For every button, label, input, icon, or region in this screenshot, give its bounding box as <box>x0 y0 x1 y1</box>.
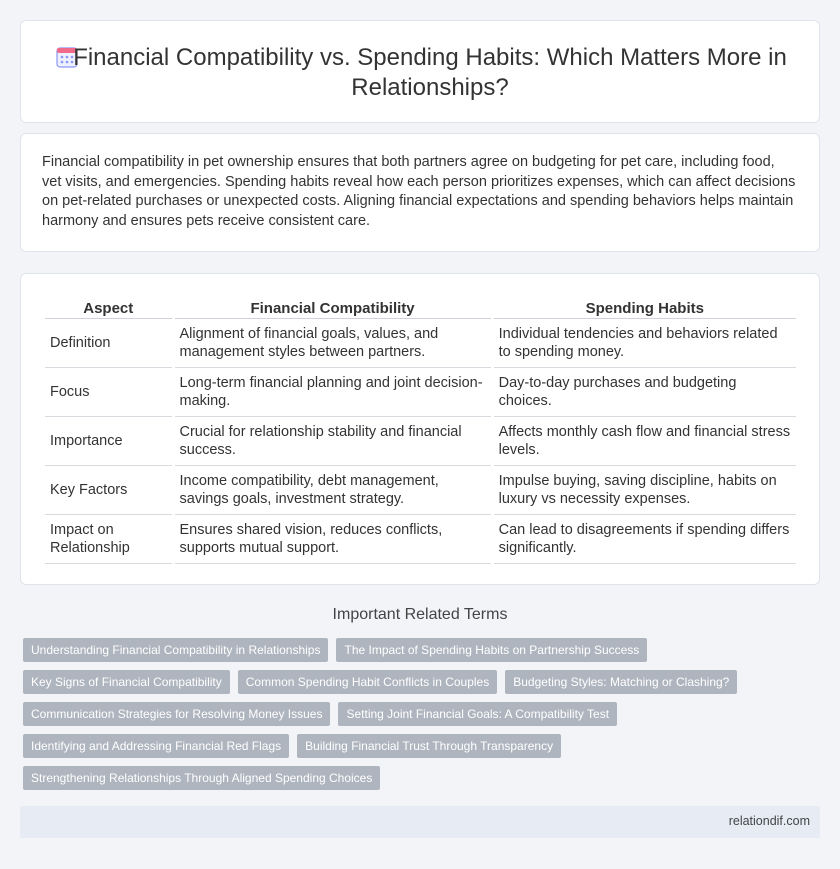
financial-cell: Income compatibility, debt management, savings goals, investment strategy. <box>175 466 491 515</box>
related-term-tag[interactable]: Understanding Financial Compatibility in Relationships <box>23 638 328 662</box>
related-term-tag[interactable]: Key Signs of Financial Compatibility <box>23 670 230 694</box>
footer <box>20 806 820 838</box>
header-financial-compatibility: Financial Compatibility <box>175 297 491 319</box>
spending-cell: Day-to-day purchases and budgeting choices. <box>494 368 796 417</box>
footer-site-link[interactable]: relationdif.com <box>728 814 810 828</box>
financial-cell: Crucial for relationship stability and financial success. <box>175 417 491 466</box>
intro-paragraph: Financial compatibility in pet ownership ensures that both partners agree on budgeting for pet care, including food, vet visits, and emergencies. Spending habits reveal how each person prioritizes expenses, which can affect decisions on pet-related purchases or unexpected costs. Aligning financial expectations and spending behaviors helps maintain harmony and ensures pets receive consistent care. <box>42 154 796 229</box>
header-aspect: Aspect <box>45 297 172 319</box>
aspect-cell: Key Factors <box>45 466 172 515</box>
related-term-tag[interactable]: Strengthening Relationships Through Aligned Spending Choices <box>23 766 380 790</box>
comparison-table <box>42 297 799 564</box>
table-row <box>45 319 796 368</box>
spending-cell: Impulse buying, saving discipline, habits on luxury vs necessity expenses. <box>494 466 796 515</box>
spending-cell: Individual tendencies and behaviors related to spending money. <box>494 319 796 368</box>
table-header-row <box>45 297 796 319</box>
financial-cell: Long-term financial planning and joint decision-making. <box>175 368 491 417</box>
financial-cell: Ensures shared vision, reduces conflicts, supports mutual support. <box>175 515 491 564</box>
related-term-tag[interactable]: Budgeting Styles: Matching or Clashing? <box>505 670 737 694</box>
table-row <box>45 515 796 564</box>
page-title: Financial Compatibility vs. Spending Habits: Which Matters More in Relationships? <box>73 44 787 101</box>
intro-card <box>20 133 820 252</box>
related-term-tag[interactable]: Building Financial Trust Through Transparency <box>297 734 561 758</box>
related-term-tag[interactable]: The Impact of Spending Habits on Partnership Success <box>336 638 647 662</box>
table-row <box>45 368 796 417</box>
related-terms-heading: Important Related Terms <box>332 606 508 623</box>
financial-cell: Alignment of financial goals, values, and management styles between partners. <box>175 319 491 368</box>
related-terms-list <box>23 638 743 798</box>
related-term-tag[interactable]: Communication Strategies for Resolving Money Issues <box>23 702 330 726</box>
aspect-cell: Importance <box>45 417 172 466</box>
header-card <box>20 20 820 123</box>
spending-cell: Affects monthly cash flow and financial stress levels. <box>494 417 796 466</box>
related-term-tag[interactable]: Setting Joint Financial Goals: A Compatibility Test <box>338 702 617 726</box>
table-row <box>45 417 796 466</box>
related-term-tag[interactable]: Common Spending Habit Conflicts in Couples <box>238 670 497 694</box>
comparison-table-card <box>20 273 820 585</box>
aspect-cell: Focus <box>45 368 172 417</box>
aspect-cell: Impact on Relationship <box>45 515 172 564</box>
header-spending-habits: Spending Habits <box>494 297 796 319</box>
table-row <box>45 466 796 515</box>
related-term-tag[interactable]: Identifying and Addressing Financial Red Flags <box>23 734 289 758</box>
spending-cell: Can lead to disagreements if spending differs significantly. <box>494 515 796 564</box>
aspect-cell: Definition <box>45 319 172 368</box>
